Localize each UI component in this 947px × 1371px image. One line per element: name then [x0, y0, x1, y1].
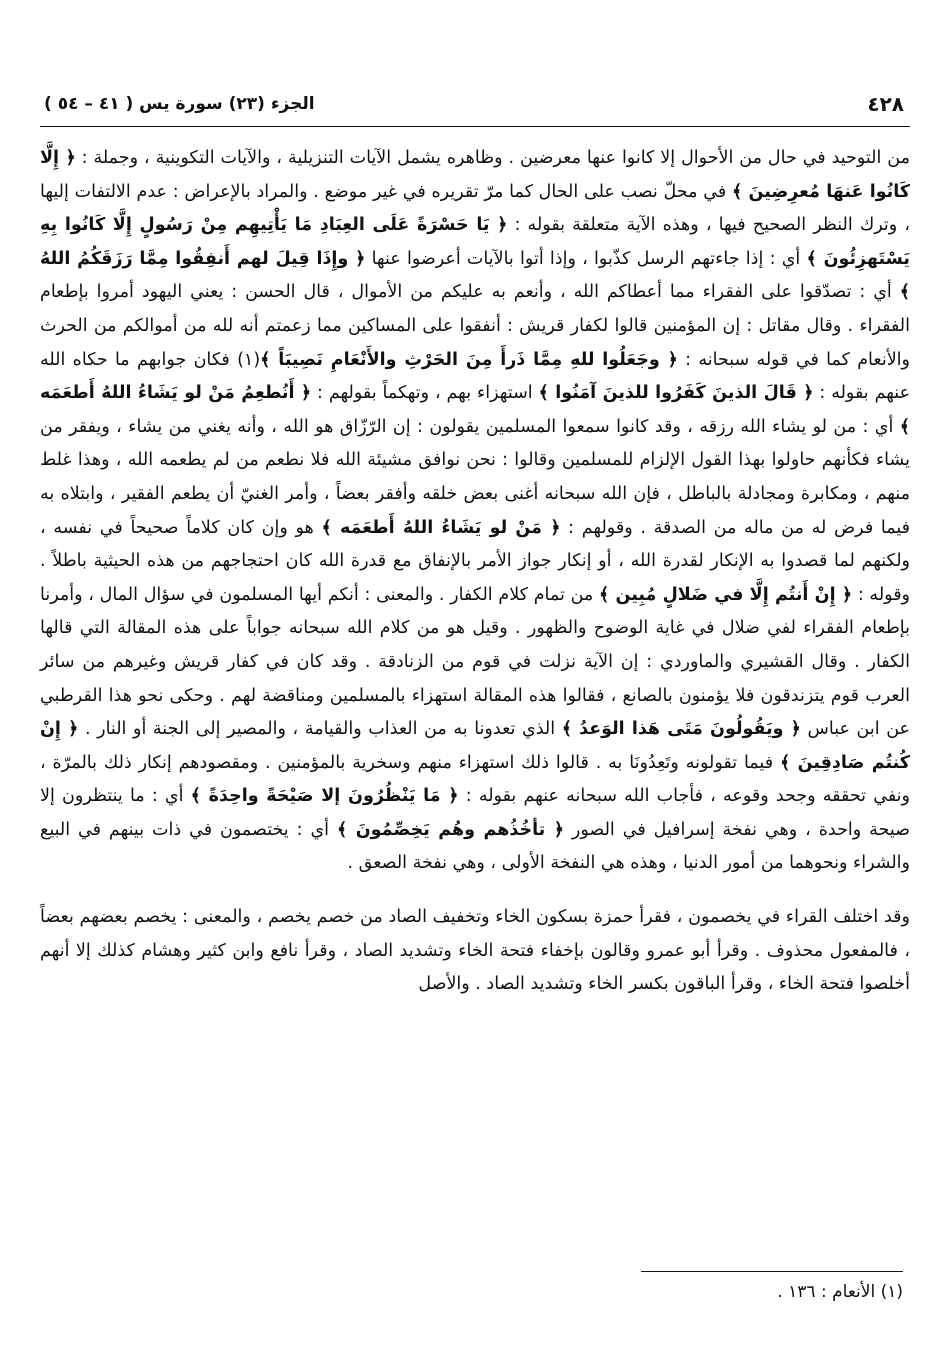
footnote: (١) الأنعام : ١٣٦ .: [777, 1282, 903, 1302]
quran-quote: ﴿ يَا حَسْرَةً عَلَى العِبَادِ مَا يَأْتِيهِم مِنْ رَسُولٍ إِلَّا كَانُوا بِهِ يَسْتَهزِئُونَ ﴾: [40, 215, 911, 269]
text-segment: أي : ما ينتظرون إلا صيحة واحدة ، وهي نفخة إسرافيل في الصور: [40, 786, 910, 840]
paragraph-1: [40, 142, 910, 881]
quran-quote: ﴿ مَا يَنْظُرُونَ إلا صَيْحَةً واحِدَةً ﴾: [190, 786, 459, 807]
paragraph-gap: [40, 881, 910, 901]
text-segment: أي : يختصمون في ذات بينهم في البيع والشراء ونحوهما من أمور الدنيا ، وهذه هي النفخة الأولى ، وهي نفخة الصعق .: [40, 819, 910, 874]
quran-quote: ﴿ مَنْ لو يَشَاءُ اللهُ أَطعَمَه ﴾: [321, 517, 561, 538]
quran-quote: ﴿ وإِذَا قِيلَ لهم أَنفِقُوا مِمَّا رَزَقَكُمُ اللهُ ﴾: [40, 248, 910, 303]
text-segment: فيما تقولونه وتَعِدُونَا به . قالوا ذلك استهزاء منهم وسخرية بالمؤمنين . ومقصودهم إنكار ذلك بالمرّة ، ونفي تحققه وجحد وقوعه ، فأجاب الله سبحانه عنهم بقوله :: [40, 752, 910, 807]
text-segment: من التوحيد في حال من الأحوال إلا كانوا عنها معرضين . وظاهره يشمل الآيات التنزيلية ، والآيات التكوينية ، وجملة :: [75, 148, 910, 168]
quran-quote: ﴿ أَنُطعِمُ مَنْ لو يَشَاءُ اللهُ أَطعَمَه ﴾: [40, 383, 910, 437]
page-header: [40, 92, 910, 127]
quran-quote: ﴿ قَالَ الذينَ كَفَرُوا للذينَ آمَنُوا ﴾: [538, 383, 814, 404]
text-segment: في محلّ نصب على الحال كما مرّ تقريره في غير موضع . والمراد بالإعراض : عدم الالتفات إليها ، وترك النظر الصحيح فيها ، وهذه الآية متعلقة بقوله :: [40, 181, 911, 236]
running-title: الجزء (٢٣) سورة يس ( ٤١ – ٥٤ ): [44, 94, 315, 114]
text-segment: أي : تصدّقوا على الفقراء مما أعطاكم الله ، وأنعم به عليكم من الأموال ، قال الحسن : يعني اليهود أمروا بإطعام الفقراء . وقال مقاتل : إن المؤمنين قالوا لكفار قريش : أنفقوا على المساكين مما زعمتم أنه لله من أموالكم من الحرث والأنعام كما في قوله سبحانه :: [40, 282, 910, 370]
text-segment: أي : إذا جاءتهم الرسل كذّبوا ، وإذا أتوا بالآيات أعرضوا عنها: [365, 248, 807, 269]
page-number: ٤٢٨: [867, 92, 904, 116]
text-segment: استهزاء بهم ، وتهكماً بقولهم :: [311, 383, 539, 404]
text-segment: هو وإن كان كلاماً صحيحاً في نفسه ، ولكنهم لما قصدوا به الإنكار لقدرة الله ، أو إنكار جواز الأمر بالإنفاق مع قدرة الله كان احتجاجهم من هذه الحيثية باطلاً . وقوله :: [40, 517, 911, 605]
quran-quote: ﴿ إِنْ أَنتُم إِلَّا في ضَلالٍ مُبِين ﴾: [599, 584, 853, 605]
main-text: [40, 142, 910, 1002]
text-segment: (١) فكان جوابهم ما حكاه الله عنهم بقوله :: [40, 349, 911, 404]
quran-quote: ﴿ تأخُذُهم وهُم يَخِصِّمُونَ ﴾: [336, 819, 564, 840]
quran-quote: ﴿ وجَعَلُوا للهِ مِمَّا ذَرأَ مِنَ الحَرْثِ والأَنْعَامِ نَصِيبَاً ﴾: [260, 349, 678, 370]
footnote-separator: [641, 1271, 903, 1272]
text-segment: من تمام كلام الكفار . والمعنى : أنكم أيها المسلمون في سؤال المال ، وأمرنا بإطعام الفقراء لفي ضلال في غاية الوضوح والظهور . وقيل هو من كلام الله سبحانه جواباً على هذه المقالة التي قالها الكفار . وقال القشيري والماوردي : إن الآية نزلت في قوم من الزنادقة . وقد كان في كفار قريش وغيرهم من سائر العرب قوم يتزندقون فلا يؤمنون بالصانع ، فقالوا هذه المقالة استهزاء بالمسلمين ومناقضة لهم . وحكى نحو هذا القرطبي عن ابن عباس: [40, 584, 910, 740]
quran-quote: ﴿ ويَقُولُونَ مَتَى هَذا الوَعدُ ﴾: [561, 719, 801, 740]
quran-quote: ﴿ إِنْ كُنتُم صَادِقِينَ ﴾: [40, 719, 910, 773]
text-segment: أي : من لو يشاء الله رزقه ، وقد كانوا سمعوا المسلمين يقولون : إن الرّزّاق هو الله ، وأنه يغني من يشاء ، ويفقر من يشاء فكأنهم حاولوا بهذا القول الإلزام للمسلمين وقالوا : نحن نوافق مشيئة الله فلا نطعم من لم يطعمه الله ، وهذا غلط منهم ، ومكابرة ومجادلة بالباطل ، فإن الله سبحانه أغنى بعض خلقه وأفقر بعضاً ، وأمر الغنيّ أن يطعم الفقير ، وابتلاه به فيما فرض له من ماله من الصدقة . وقولهم :: [40, 416, 910, 538]
paragraph-2: وقد اختلف القراء في يخصمون ، فقرأ حمزة بسكون الخاء وتخفيف الصاد من خصم يخصم ، والمعنى : يخصم بعضهم بعضاً ، فالمفعول محذوف . وقرأ أبو عمرو وقالون بإخفاء فتحة الخاء وتشديد الصاد ، وقرأ نافع وابن كثير وهشام كذلك إلا أنهم أخلصوا فتحة الخاء ، وقرأ الباقون بكسر الخاء وتشديد الصاد . والأصل: [40, 907, 910, 995]
quran-quote: ﴿ إِلَّا كَانُوا عَنهَا مُعرِضِينَ ﴾: [40, 148, 910, 202]
text-segment: الذي تعدونا به من العذاب والقيامة ، والمصير إلى الجنة أو النار .: [78, 719, 562, 740]
